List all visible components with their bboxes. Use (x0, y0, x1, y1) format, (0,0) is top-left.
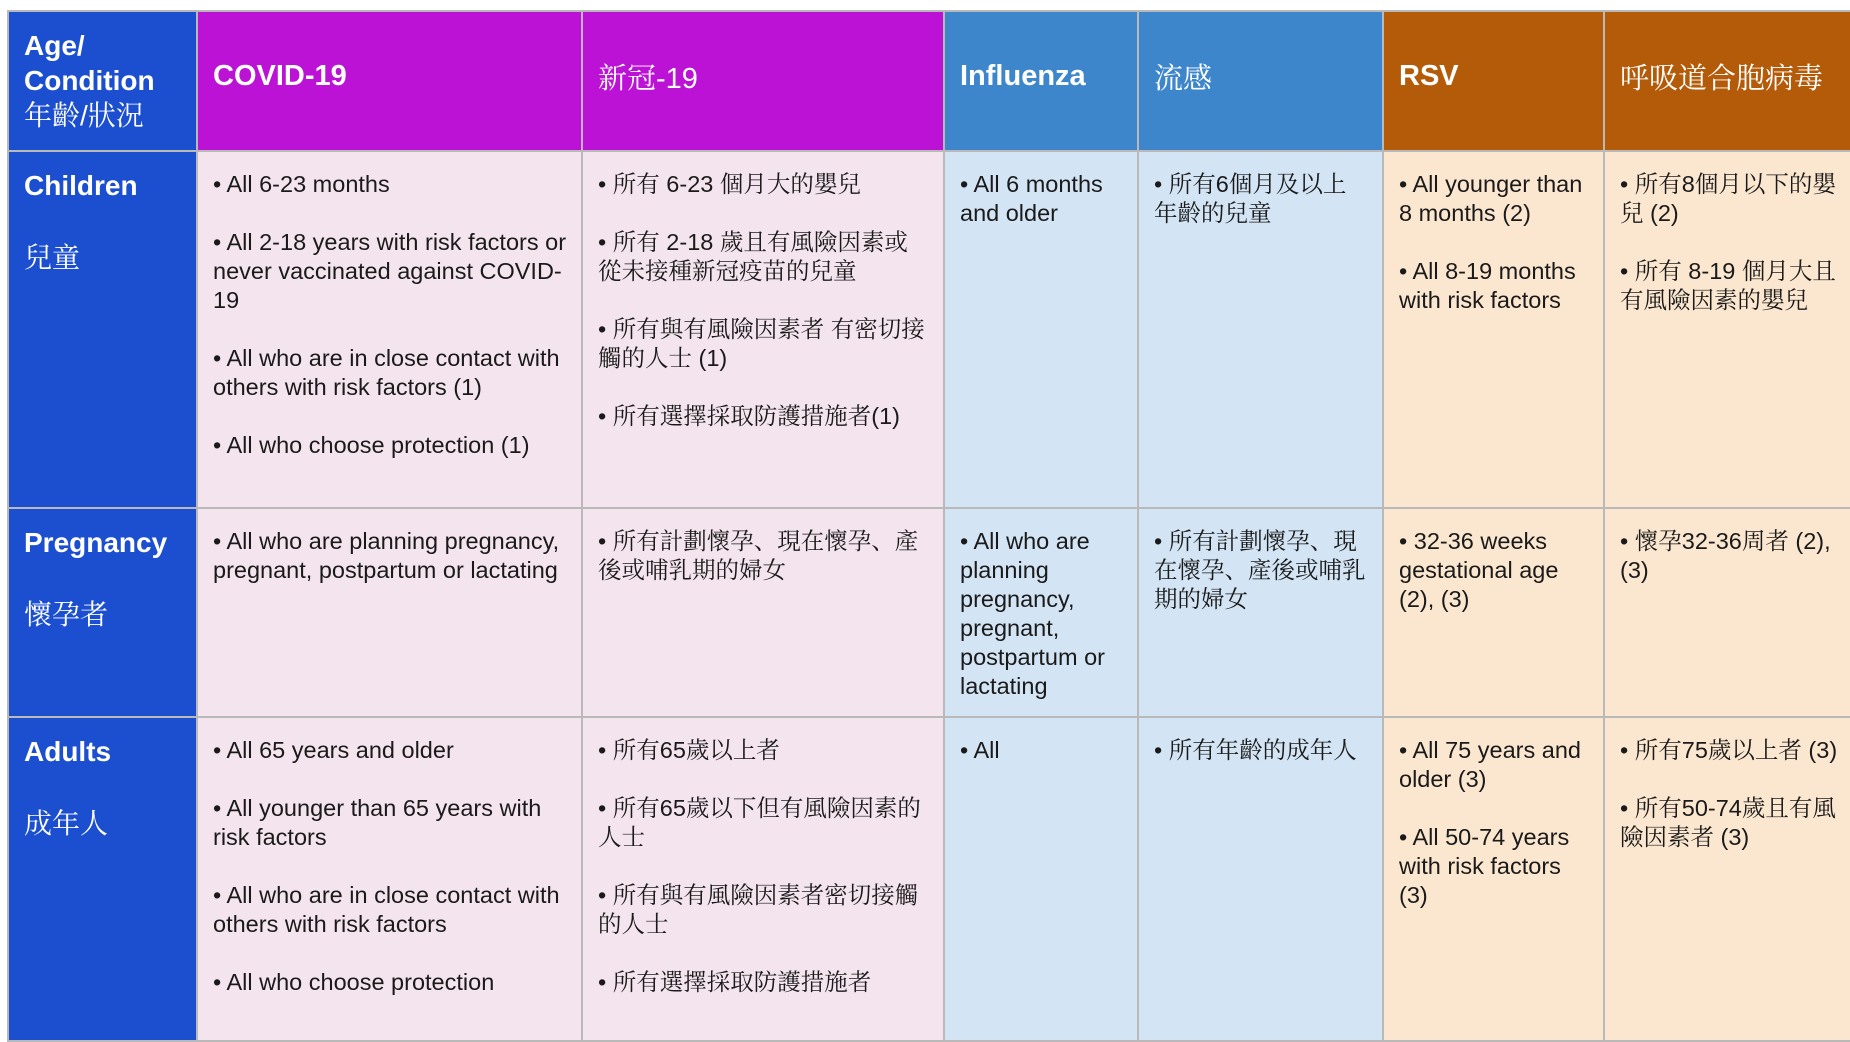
bullet-list (213, 527, 566, 585)
bullet-list (1154, 527, 1367, 614)
list-item: • 所有與有風險因素者 有密切接觸的人士 (1) (598, 315, 928, 373)
list-item: • All younger than 65 years with risk factors (213, 794, 566, 852)
row-label-en: Adults (24, 736, 112, 767)
bullet-list (960, 527, 1122, 701)
list-item: • 32-36 weeks gestational age (2), (3) (1399, 527, 1588, 614)
list-item: • 所有計劃懷孕、現在懷孕、產後或哺乳期的婦女 (1154, 527, 1367, 614)
list-item: • 所有6個月及以上年齡的兒童 (1154, 170, 1367, 228)
list-item: • All 50-74 years with risk factors (3) (1399, 823, 1588, 910)
list-item: • All who are in close contact with others with risk factors (1) (213, 344, 566, 402)
list-item: • All who choose protection (1) (213, 431, 566, 460)
row-label-zh: 懷孕者 (24, 599, 109, 630)
row-header-adults (9, 718, 196, 1040)
header-covid-en: COVID-19 (198, 12, 581, 150)
cell-adults-rsv-zh (1605, 718, 1850, 1040)
row-header-children (9, 152, 196, 507)
header-corner-zh: 年齡/狀況 (24, 100, 144, 131)
list-item: • All who are planning pregnancy, pregnant, postpartum or lactating (960, 527, 1122, 701)
row-header-pregnancy (9, 509, 196, 716)
list-item: • 所有計劃懷孕、現在懷孕、產後或哺乳期的婦女 (598, 527, 928, 585)
list-item: • All 6 months and older (960, 170, 1122, 228)
cell-children-covid-zh (583, 152, 943, 507)
bullet-list (1399, 736, 1588, 910)
row-label-en: Pregnancy (24, 527, 168, 558)
cell-pregnancy-covid-zh (583, 509, 943, 716)
cell-children-rsv-zh (1605, 152, 1850, 507)
list-item: • 所有選擇採取防護措施者 (598, 968, 928, 997)
cell-adults-flu-zh (1139, 718, 1382, 1040)
list-item: • 所有65歲以下但有風險因素的人士 (598, 794, 928, 852)
cell-children-flu-en (945, 152, 1137, 507)
header-rsv-zh: 呼吸道合胞病毒 (1605, 12, 1850, 150)
bullet-list (213, 170, 566, 460)
list-item: • All 8-19 months with risk factors (1399, 257, 1588, 315)
bullet-list (1620, 170, 1840, 315)
cell-adults-covid-en (198, 718, 581, 1040)
cell-pregnancy-rsv-zh (1605, 509, 1850, 716)
list-item: • 懷孕32-36周者 (2), (3) (1620, 527, 1840, 585)
bullet-list (1399, 527, 1588, 614)
list-item: • 所有選擇採取防護措施者(1) (598, 402, 928, 431)
header-covid-zh: 新冠-19 (583, 12, 943, 150)
bullet-list (598, 736, 928, 997)
cell-children-covid-en (198, 152, 581, 507)
bullet-list (960, 736, 1122, 765)
cell-pregnancy-flu-en (945, 509, 1137, 716)
header-corner-en: Age/ Condition (24, 30, 155, 96)
list-item: • 所有 6-23 個月大的嬰兒 (598, 170, 928, 199)
cell-adults-covid-zh (583, 718, 943, 1040)
row-label-en: Children (24, 170, 138, 201)
list-item: • 所有65歲以上者 (598, 736, 928, 765)
bullet-list (213, 736, 566, 997)
list-item: • 所有8個月以下的嬰兒 (2) (1620, 170, 1840, 228)
bullet-list (1620, 527, 1840, 585)
bullet-list (1399, 170, 1588, 315)
vaccine-recommendation-table (7, 10, 1850, 1042)
list-item: • All 6-23 months (213, 170, 566, 199)
cell-children-rsv-en (1384, 152, 1603, 507)
list-item: • All 2-18 years with risk factors or never vaccinated against COVID-19 (213, 228, 566, 315)
list-item: • All 65 years and older (213, 736, 566, 765)
bullet-list (1620, 736, 1840, 852)
cell-pregnancy-rsv-en (1384, 509, 1603, 716)
list-item: • All younger than 8 months (2) (1399, 170, 1588, 228)
list-item: • 所有75歲以上者 (3) (1620, 736, 1840, 765)
cell-children-flu-zh (1139, 152, 1382, 507)
cell-adults-rsv-en (1384, 718, 1603, 1040)
header-flu-en: Influenza (945, 12, 1137, 150)
list-item: • 所有 8-19 個月大且有風險因素的嬰兒 (1620, 257, 1840, 315)
row-label-zh: 成年人 (24, 808, 109, 839)
bullet-list (598, 170, 928, 431)
bullet-list (598, 527, 928, 585)
cell-adults-flu-en (945, 718, 1137, 1040)
row-label-zh: 兒童 (24, 242, 81, 273)
list-item: • 所有50-74歲且有風險因素者 (3) (1620, 794, 1840, 852)
list-item: • All who are in close contact with others with risk factors (213, 881, 566, 939)
list-item: • 所有年齡的成年人 (1154, 736, 1367, 765)
list-item: • All who are planning pregnancy, pregnant, postpartum or lactating (213, 527, 566, 585)
list-item: • 所有 2-18 歲且有風險因素或從未接種新冠疫苗的兒童 (598, 228, 928, 286)
header-rsv-en: RSV (1384, 12, 1603, 150)
list-item: • All 75 years and older (3) (1399, 736, 1588, 794)
list-item: • 所有與有風險因素者密切接觸的人士 (598, 881, 928, 939)
header-flu-zh: 流感 (1139, 12, 1382, 150)
bullet-list (1154, 170, 1367, 228)
header-age-condition (9, 12, 196, 150)
list-item: • All (960, 736, 1122, 765)
bullet-list (1154, 736, 1367, 765)
cell-pregnancy-flu-zh (1139, 509, 1382, 716)
cell-pregnancy-covid-en (198, 509, 581, 716)
bullet-list (960, 170, 1122, 228)
list-item: • All who choose protection (213, 968, 566, 997)
